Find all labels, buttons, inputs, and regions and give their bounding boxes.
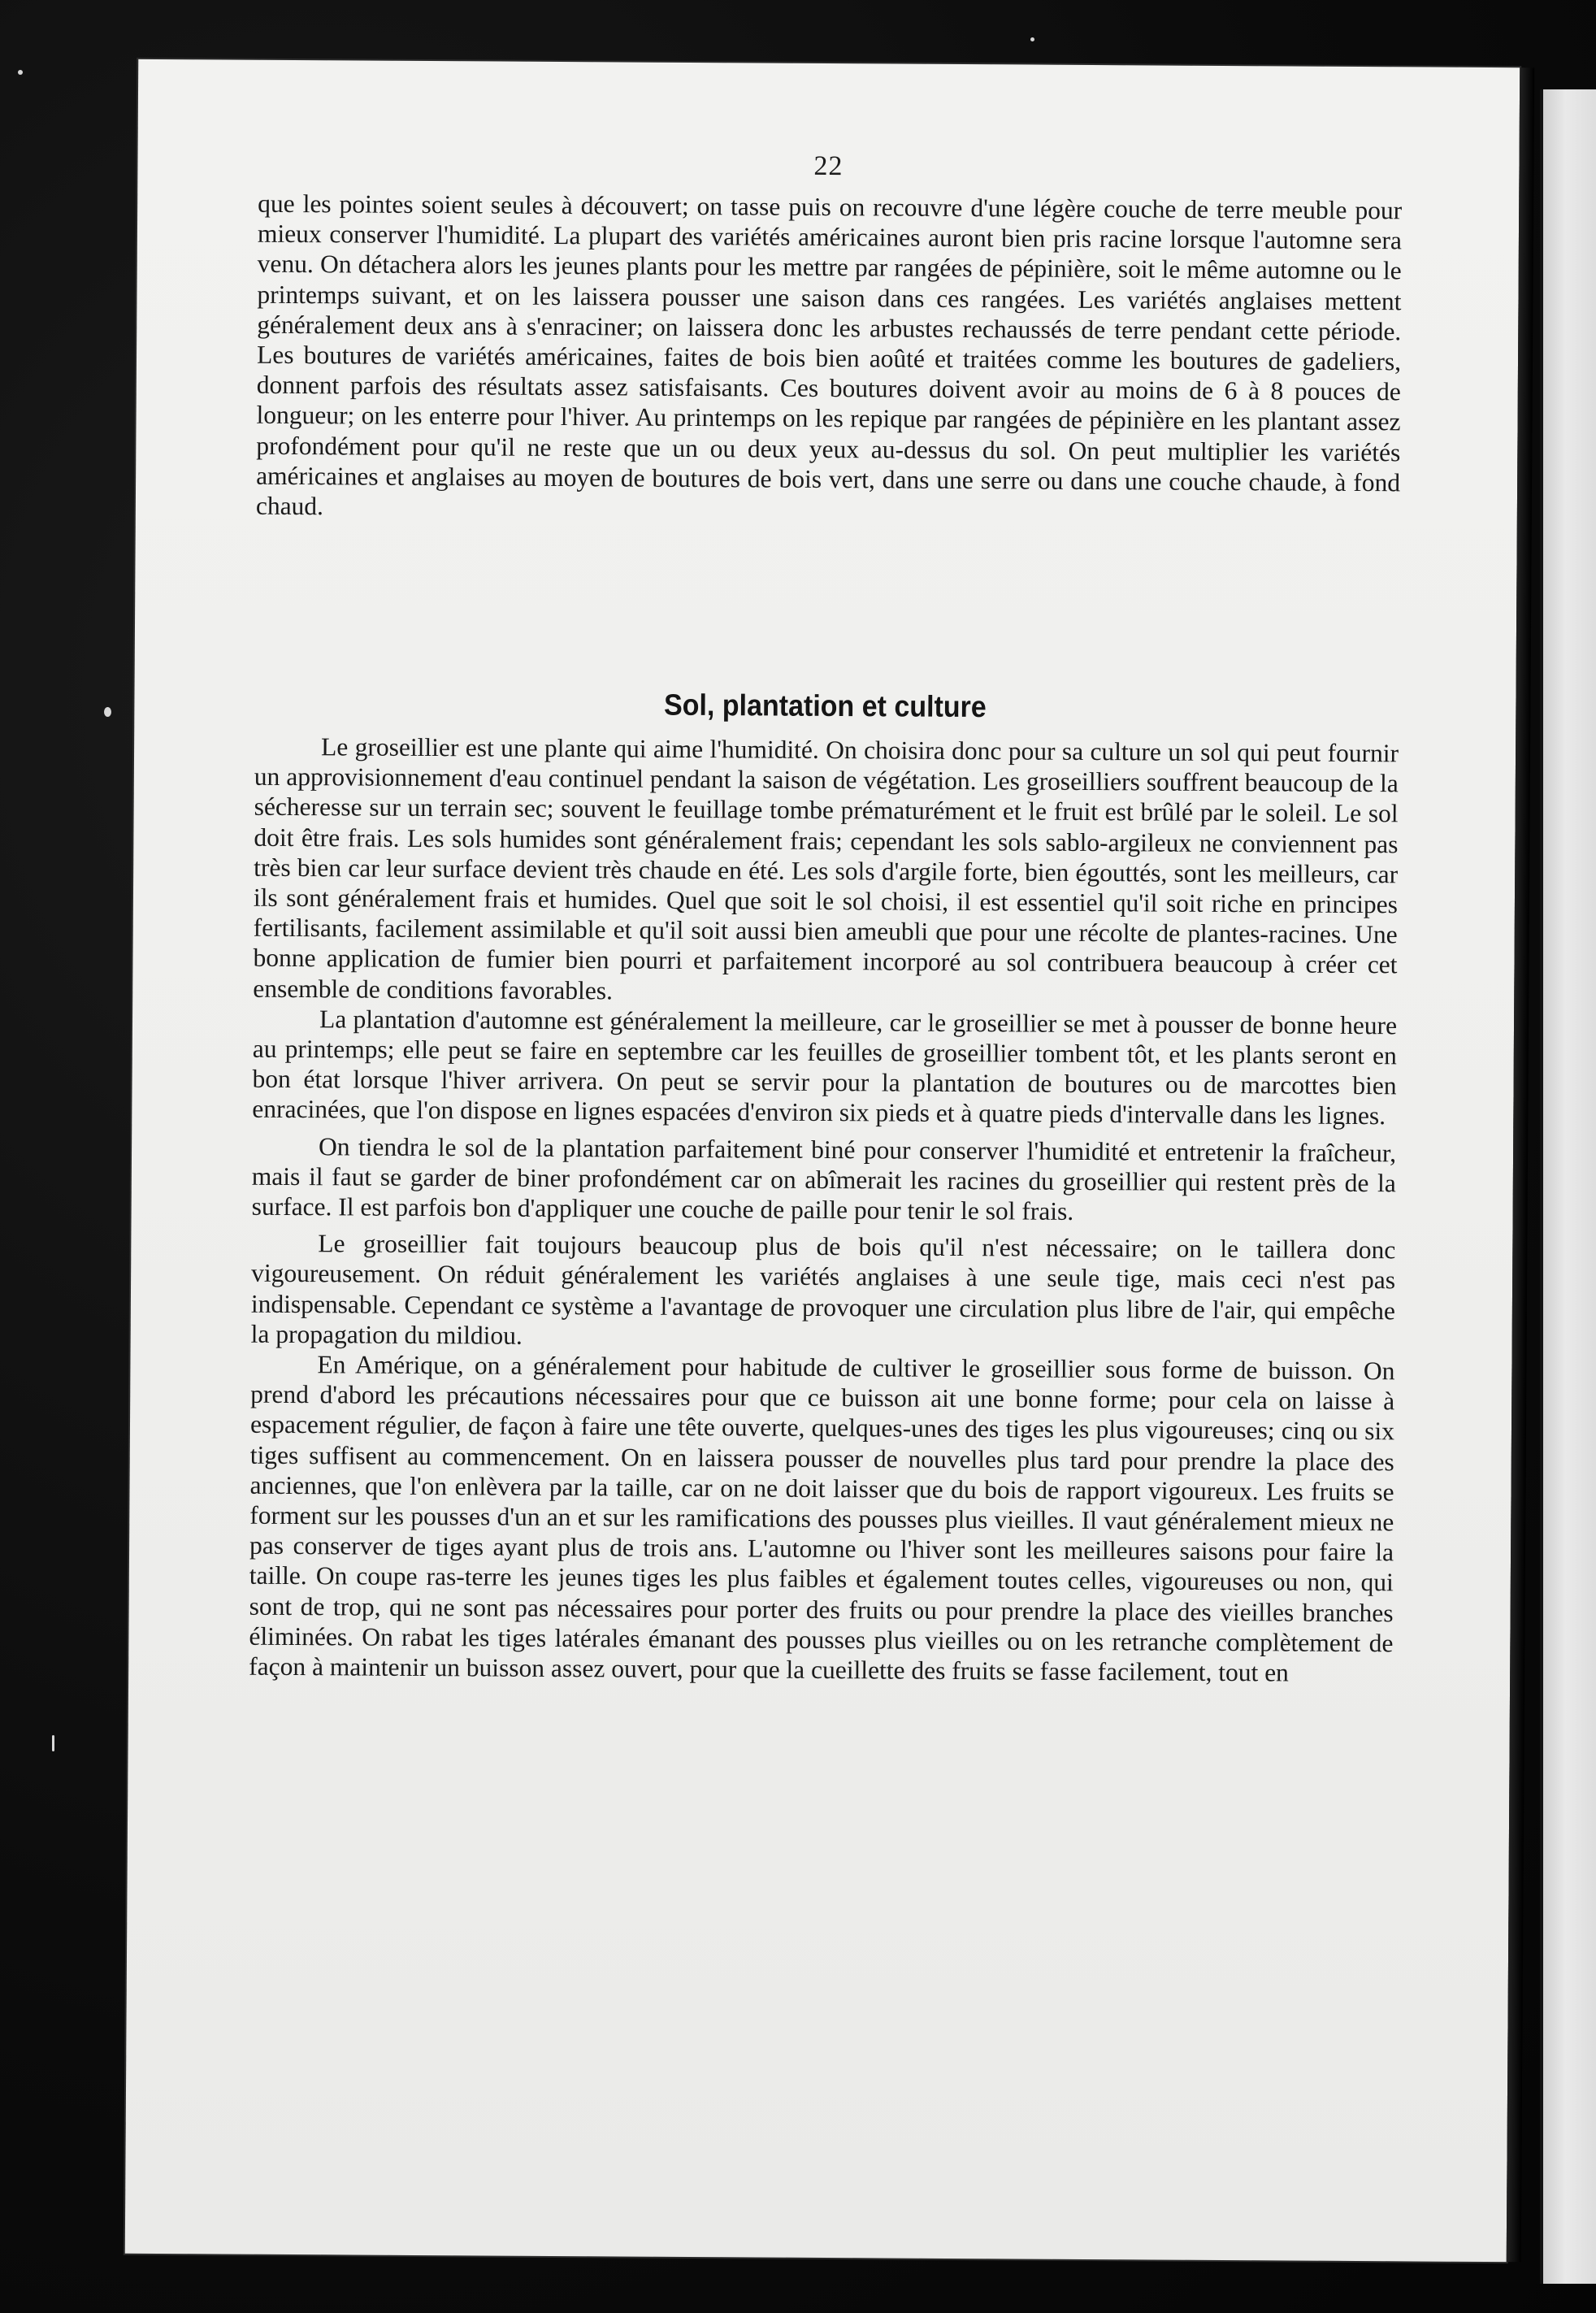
body-paragraph: Le groseillier est une plante qui aime l'humidité. On choisira donc pour sa culture un sol qui peut fournir un approvisionnement d'eau continuel pendant la saison de végétation. Les groseilliers souffrent beaucoup de la sécheresse sur un terrain sec; souvent le feuillage tombe prématurément et le fruit est brûlé par le soleil. Le sol doit être frais. Les sols humides sont généralement frais; cependant les sols sablo-argileux ne conviennent pas très bien car leur surface devient très chaude en été. Les sols d'argile forte, bien égouttés, sont les meilleurs, car ils sont généralement frais et humides. Quel que soit le sol choisi, il est essentiel qu'il soit riche en principes fertilisants, facilement assimilable et qu'il soit aussi bien ameubli que pour une récolte de plantes-racines. Une bonne application de fumier bien pourri et parfaitement incorporé au sol contribuera beaucoup à créer cet ensemble de conditions favorables. [253, 732, 1399, 1005]
dust-speck [18, 70, 23, 75]
body-paragraph: Le groseillier fait toujours beaucoup plus de bois qu'il n'est nécessaire; on le taillera donc vigoureusement. On réduit généralement les variétés anglaises à une seule tige, mais ceci n'est pas indispensable. Cependant ce système a l'avantage de provoquer une circulation plus libre de l'air, qui empêche la propagation du mildiou. [250, 1229, 1396, 1350]
body-paragraph: La plantation d'automne est généralement la meilleure, car le groseillier se met à pousser de bonne heure au printemps; elle peut se faire en septembre car les feuilles de groseillier tombent tôt, et les plants seront en bon état lorsque l'hiver arrivera. On peut se servir pour la plantation de boutures ou de marcottes bien enracinées, que l'on dispose en lignes espacées d'environ six pieds et à quatre pieds d'intervalle dans les lignes. [252, 1005, 1398, 1130]
continuation-paragraph: que les pointes soient seules à découvert; on tasse puis on recouvre d'une légère couche de terre meuble pour mieux conserver l'humidité. La plupart des variétés américaines auront bien pris racine lorsque l'automne sera venu. On détachera alors les jeunes plants pour les mettre par rangées de pépinière, soit le même automne ou le printemps suivant, et on les laissera pousser une saison dans ces rangées. Les variétés anglaises mettent généralement deux ans à s'enraciner; on laissera donc les arbustes rechaussés de terre pendant cette période. Les boutures de variétés américaines, faites de bois bien aoûté et traitées comme les boutures de gadeliers, donnent parfois des résultats assez satisfaisants. Ces boutures doivent avoir au moins de 6 à 8 pouces de longueur; on les enterre pour l'hiver. Au printemps on les repique par rangées de pépinière en les plantant assez profondément pour qu'il ne reste que un ou deux yeux au-dessus du sol. On peut multiplier les variétés américaines et anglaises au moyen de boutures de bois vert, dans une serre ou dans une couche chaude, à fond chaud. [255, 189, 1403, 521]
body-paragraph: On tiendra le sol de la plantation parfaitement biné pour conserver l'humidité et entretenir la fraîcheur, mais il faut se garder de biner profondément car on abîmerait les racines du groseillier qui restent près de la surface. Il est parfois bon d'appliquer une couche de paille pour tenir le sol frais. [251, 1131, 1397, 1226]
body-paragraph: En Amérique, on a généralement pour habitude de cultiver le groseillier sous forme de buisson. On prend d'abord les précautions nécessaires pour que ce buisson ait une bonne forme; pour cela on laisse à espacement régulier, de façon à faire une tête ouverte, quelques-unes des tiges les plus vigoureuses; cinq ou six tiges suffisent au commencement. On en laissera pousser de nouvelles plus tard pour prendre la place des anciennes, que l'on enlèvera par la taille, car on ne doit laisser que du bois de rapport vigoureux. Les fruits se forment sur les pousses d'un an et sur les ramifications des pousses plus vieilles. Il vaut généralement mieux ne pas conserver de tiges ayant plus de trois ans. L'automne ou l'hiver sont les meilleures saisons pour faire la taille. On coupe ras-terre les jeunes tiges les plus faibles et également toutes celles, vigoureuses ou non, qui sont de trop, qui ne sont pas nécessaires pour porter des fruits ou pour prendre la place des vieilles branches éliminées. On rabat les tiges latérales émanant des pousses plus vieilles ou on les retranche complètement de façon à maintenir un buisson assez ouvert, pour que la cueillette des fruits se fasse facilement, tout en [249, 1350, 1395, 1687]
adjacent-page-edge [1540, 89, 1596, 2284]
section-body [249, 731, 1399, 1689]
page-number: 22 [813, 150, 844, 182]
dust-speck [52, 1735, 54, 1751]
document-page [125, 59, 1520, 2262]
dust-speck [104, 707, 111, 717]
dust-speck [1030, 37, 1034, 41]
section-heading: Sol, plantation et culture [663, 688, 987, 724]
continuation-paragraph-block [256, 189, 1402, 528]
